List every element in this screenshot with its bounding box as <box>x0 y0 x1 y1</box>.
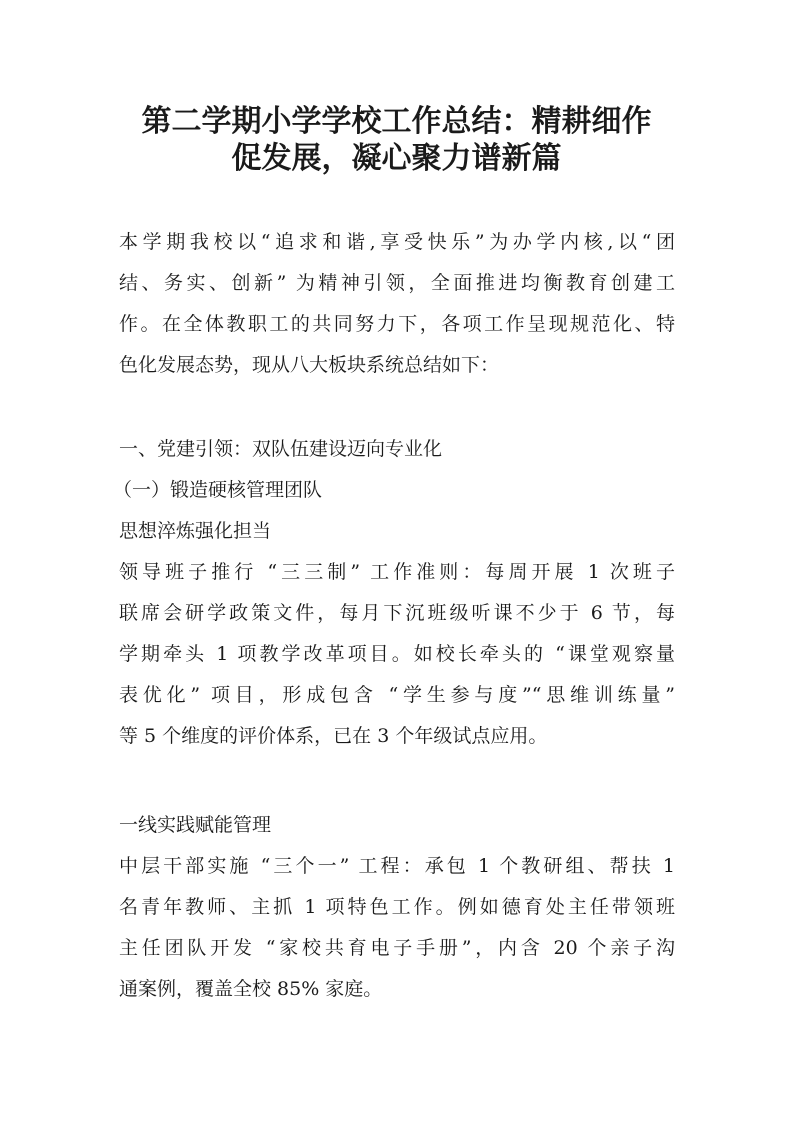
title-line: 第二学期小学学校工作总结：精耕细作 <box>141 104 652 139</box>
item-title: 思想淬炼强化担当 <box>119 520 272 542</box>
text-line: 作。在全体教职工的共同努力下，各项工作呈现规范化、特 <box>119 313 675 335</box>
text-line: 等 5 个维度的评价体系，已在 3 个年级试点应用。 <box>119 725 548 747</box>
section-1-item-2 <box>119 805 675 1010</box>
text-line: 表优化” 项目，形成包含 “学生参与度”“思维训练量” <box>119 684 675 706</box>
text-line: 联席会研学政策文件，每月下沉班级听课不少于 6 节，每 <box>119 602 675 624</box>
text-line: 通案例，覆盖全校 85% 家庭。 <box>119 978 383 1000</box>
text-line: 学期牵头 1 项教学改革项目。如校长牵头的 “课堂观察量 <box>119 643 675 665</box>
text-line: 主任团队开发 “家校共育电子手册”，内含 20 个亲子沟 <box>119 937 675 959</box>
section-1 <box>113 429 675 757</box>
text-line: 结、务实、创新” 为精神引领，全面推进均衡教育创建工 <box>119 272 675 294</box>
title-line: 促发展，凝心聚力谱新篇 <box>231 141 562 176</box>
text-line: 领导班子推行 “三三制” 工作准则：每周开展 1 次班子 <box>119 561 675 583</box>
document-title <box>100 103 693 177</box>
text-line: 名青年教师、主抓 1 项特色工作。例如德育处主任带领班 <box>119 896 675 918</box>
subsection-heading: （一）锻造硬核管理团队 <box>113 479 323 501</box>
section-heading: 一、党建引领：双队伍建设迈向专业化 <box>119 438 443 460</box>
text-line: 色化发展态势，现从八大板块系统总结如下： <box>119 354 500 376</box>
item-title: 一线实践赋能管理 <box>119 814 272 836</box>
text-line: 中层干部实施 “三个一” 工程：承包 1 个教研组、帮扶 1 <box>119 855 675 877</box>
intro-paragraph <box>119 222 675 386</box>
text-line: 本学期我校以“追求和谐,享受快乐”为办学内核,以“团 <box>119 231 675 253</box>
